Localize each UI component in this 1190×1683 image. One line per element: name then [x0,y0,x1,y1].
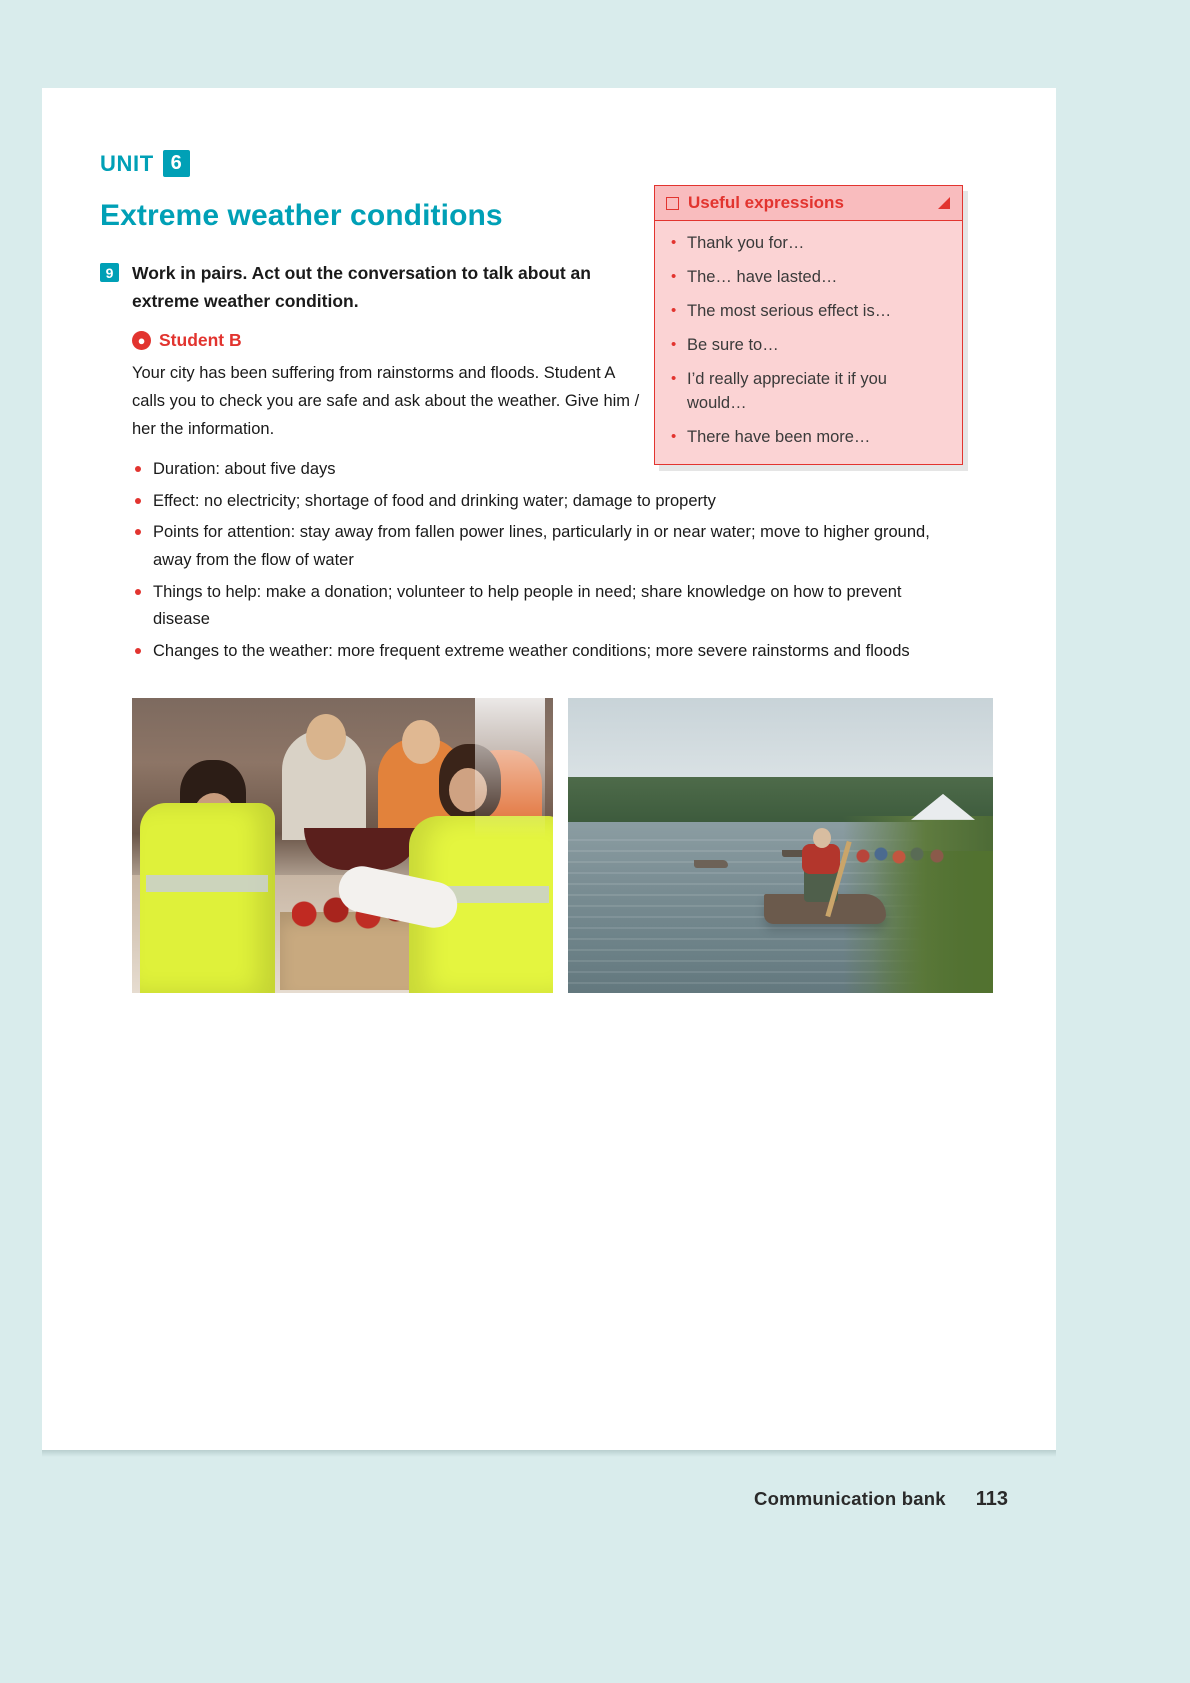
useful-expressions-list [655,221,962,464]
list-item: • The… have lasted… [669,266,948,290]
list-item: Effect: no electricity; shortage of food and drinking water; damage to property [132,488,962,516]
list-item: • There have been more… [669,426,948,450]
unit-number-badge: 6 [163,150,190,177]
photo-window-light [475,698,545,838]
square-bullet-icon [666,197,679,210]
photo-distant-boat-1 [694,860,728,868]
useful-expressions-title: Useful expressions [688,193,844,212]
unit-header [100,150,1000,177]
useful-expressions-box [654,185,963,465]
exercise-points-list [132,456,962,666]
page-sheet [42,88,1056,1450]
list-item: • Thank you for… [669,232,948,256]
photo-spectators [853,844,959,866]
photo-volunteers [132,698,553,993]
photo-person-head-1 [306,714,346,760]
page-footer [754,1488,1008,1511]
list-item: Duration: about five days [132,456,962,484]
person-icon: ● [132,331,151,350]
corner-fold-icon [938,197,950,209]
photo-person-head-2 [402,720,440,764]
image-gallery [132,698,1000,993]
list-item: • The most serious effect is… [669,300,948,324]
photo-paddler-head [813,828,831,848]
list-item: Points for attention: stay away from fallen power lines, particularly in or near water; move to higher ground, away from the flow of water [132,519,962,574]
exercise-number-badge: 9 [100,263,119,282]
unit-label: UNIT [100,150,154,176]
exercise-intro-text: Your city has been suffering from rainstorms and floods. Student A calls you to check you are safe and ask about the weather. Give him / her the information. [132,363,640,439]
exercise-block [100,259,648,316]
student-label: Student B [159,329,242,350]
footer-section-label: Communication bank [754,1488,946,1509]
photo-grass [873,851,993,993]
list-item: Changes to the weather: more frequent extreme weather conditions; more severe rainstorms and floods [132,638,962,666]
list-item: Things to help: make a donation; volunteer to help people in need; share knowledge on how to prevent disease [132,579,962,634]
photo-hi-vis-vest-left [140,803,275,993]
page-shadow [42,1450,1056,1457]
page-number: 113 [975,1488,1008,1510]
list-item: • Be sure to… [669,334,948,358]
page-title: Extreme weather conditions [100,199,503,232]
photo-paddler-life-vest [802,844,840,874]
useful-expressions-header [655,186,962,221]
list-item: • I’d really appreciate it if you would… [669,368,948,416]
useful-expressions-header-left [666,193,844,213]
photo-flooded-river [568,698,993,993]
exercise-instruction: Work in pairs. Act out the conversation to talk about an extreme weather condition. [132,263,591,312]
